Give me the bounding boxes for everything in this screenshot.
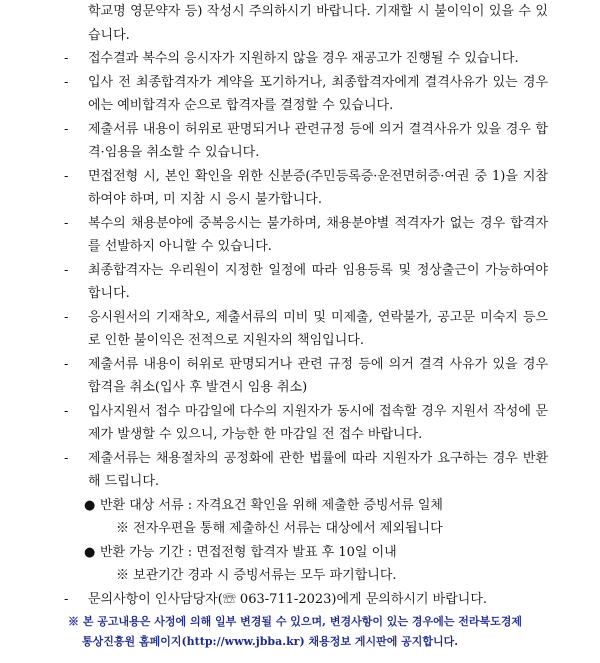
list-item bbox=[0, 71, 600, 118]
bullet-item bbox=[0, 494, 600, 518]
item-text: 접수결과 복수의 응시자가 지원하지 않을 경우 재공고가 진행될 수 있습니다. bbox=[88, 51, 519, 66]
dash-marker: - bbox=[64, 450, 69, 466]
bullet-item bbox=[0, 541, 600, 565]
bullet-text: 반환 대상 서류 : 자격요건 확인을 위해 제출한 증빙서류 일체 bbox=[100, 497, 443, 513]
bullet-note: ※ 보관기간 경과 시 증빙서류는 모두 파기합니다. bbox=[116, 568, 397, 583]
list-item bbox=[0, 447, 600, 494]
notice-line-2: 통상진흥원 홈페이지(http://www.jbba.kr) 채용정보 게시판에 공지합니다. bbox=[82, 635, 459, 648]
dash-marker: - bbox=[64, 215, 69, 231]
list-item bbox=[0, 47, 600, 71]
item-text: 응시원서의 기재착오, 제출서류의 미비 및 미제출, 연락불가, 공고문 미숙지 등으로 인한 불이익은 전적으로 지원자의 책임입니다. bbox=[88, 309, 548, 348]
bullet-text: 반환 가능 기간 : 면접전형 합격자 발표 후 10일 이내 bbox=[100, 544, 397, 560]
item-text: 복수의 채용분야에 중복응시는 불가하며, 채용분야별 적격자가 없는 경우 합격자를 선발하지 아니할 수 있습니다. bbox=[88, 215, 548, 254]
bullet-dot-icon: ● bbox=[84, 497, 96, 513]
bullet-note: ※ 전자우편을 통해 제출하신 서류는 대상에서 제외됩니다 bbox=[116, 521, 443, 536]
dash-marker: - bbox=[64, 74, 69, 90]
list-item bbox=[0, 353, 600, 400]
list-item bbox=[0, 588, 600, 612]
list-item bbox=[0, 0, 600, 47]
dash-marker: - bbox=[64, 356, 69, 372]
dash-marker: - bbox=[64, 309, 69, 325]
list-item bbox=[0, 165, 600, 212]
dash-marker: - bbox=[64, 262, 69, 278]
item-text: 문의사항이 인사담당자(☏ 063-711-2023)에게 문의하시기 바랍니다. bbox=[88, 591, 488, 607]
list-item bbox=[0, 212, 600, 259]
dash-marker: - bbox=[64, 168, 69, 184]
item-text: 제출서류 내용이 허위로 판명되거나 관련 규정 등에 의거 결격 사유가 있을 경우 합격을 취소(입사 후 발견시 임용 취소) bbox=[88, 356, 548, 395]
item-text: 면접전형 시, 본인 확인을 위한 신분증(주민등록증·운전면허증·여권 중 1)을 지참 하여야 하며, 미 지참 시 응시 불가합니다. bbox=[88, 168, 548, 207]
item-text: 입사지원서 접수 마감일에 다수의 지원자가 동시에 접속할 경우 지원서 작성에 문제가 발생할 수 있으니, 가능한 한 마감일 전 접수 바랍니다. bbox=[88, 403, 548, 442]
item-text: 제출서류 내용이 허위로 판명되거나 관련규정 등에 의거 결격사유가 있을 경우 합격·임용을 취소할 수 있습니다. bbox=[88, 121, 548, 160]
item-text: 최종합격자는 우리원이 지정한 일정에 따라 임용등록 및 정상출근이 가능하여야 합니다. bbox=[88, 262, 548, 301]
dash-marker: - bbox=[64, 121, 69, 137]
item-text: 입사 전 최종합격자가 계약을 포기하거나, 최종합격자에게 결격사유가 있는 경우에는 예비합격자 순으로 합격자를 결정할 수 있습니다. bbox=[88, 74, 548, 113]
item-text: 제출서류는 채용절차의 공정화에 관한 법률에 따라 지원자가 요구하는 경우 반환해 드립니다. bbox=[88, 450, 548, 489]
bullet-dot-icon: ● bbox=[84, 544, 96, 560]
list-item bbox=[0, 118, 600, 165]
list-item bbox=[0, 400, 600, 447]
dash-marker: - bbox=[64, 403, 69, 419]
dash-marker: - bbox=[64, 591, 69, 607]
notice-footer bbox=[0, 612, 600, 652]
notice-line-1: ※ 본 공고내용은 사정에 의해 일부 변경될 수 있으며, 변경사항이 있는 경우에는 전라북도경제 bbox=[68, 615, 522, 628]
list-item bbox=[0, 259, 600, 306]
list-item bbox=[0, 306, 600, 353]
item-text: 학교명 영문약자 등) 작성시 주의하시기 바랍니다. 기재할 시 불이익이 있을 수 있습니다. bbox=[88, 4, 548, 43]
dash-marker: - bbox=[64, 51, 69, 66]
